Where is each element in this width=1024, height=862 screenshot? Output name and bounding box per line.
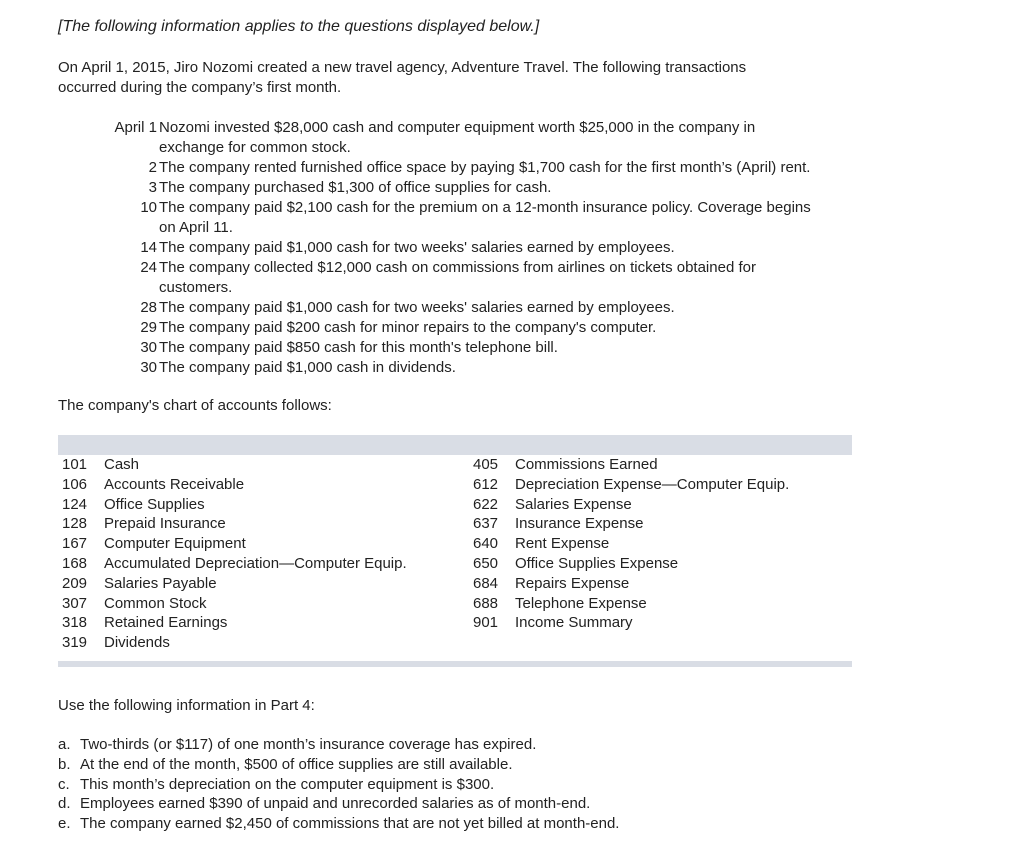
transaction-description-line: The company paid $1,000 cash for two weeks' salaries earned by employees. xyxy=(159,299,675,316)
account-number: 650 xyxy=(473,554,499,572)
transaction-item xyxy=(84,158,824,178)
accounts-left-column xyxy=(62,455,407,653)
account-row xyxy=(473,554,789,574)
account-name: Computer Equipment xyxy=(104,535,246,553)
account-number: 319 xyxy=(62,634,88,652)
account-row xyxy=(62,495,407,515)
account-row xyxy=(473,475,789,495)
part4-item-letter: a. xyxy=(58,736,71,753)
transaction-date: 10 xyxy=(140,199,157,216)
account-row xyxy=(62,534,407,554)
transaction-description xyxy=(159,178,824,198)
transaction-date: 30 xyxy=(140,359,157,376)
account-row xyxy=(473,455,789,475)
part4-item-letter: b. xyxy=(58,755,71,773)
transaction-description xyxy=(159,198,824,238)
account-row xyxy=(473,534,789,554)
transactions-list xyxy=(84,118,824,378)
opening-line-1: On April 1, 2015, Jiro Nozomi created a new travel agency, Adventure Travel. The following transactions xyxy=(58,59,747,76)
account-row xyxy=(62,475,407,495)
account-name: Dividends xyxy=(104,634,170,652)
account-number: 640 xyxy=(473,535,499,553)
transaction-item xyxy=(84,238,824,258)
part4-item xyxy=(58,755,818,775)
transaction-date: 29 xyxy=(140,319,157,336)
account-name: Commissions Earned xyxy=(515,456,658,473)
transaction-description-line: The company paid $2,100 cash for the premium on a 12-month insurance policy. Coverage begins xyxy=(159,199,811,216)
transaction-description-line: customers. xyxy=(159,279,233,296)
account-row xyxy=(62,455,407,475)
transaction-date: 24 xyxy=(140,259,157,276)
transaction-item xyxy=(84,358,824,378)
chart-header-band xyxy=(58,435,852,455)
account-number: 318 xyxy=(62,614,88,632)
part4-item-text: At the end of the month, $500 of office supplies are still available. xyxy=(80,755,513,773)
part4-item-letter: d. xyxy=(58,795,71,813)
transaction-description xyxy=(159,238,824,258)
account-name: Insurance Expense xyxy=(515,515,644,533)
opening-line-2: occurred during the company’s first month. xyxy=(58,79,342,96)
transaction-description xyxy=(159,118,824,158)
account-name: Retained Earnings xyxy=(104,614,228,632)
account-number: 307 xyxy=(62,594,88,612)
transaction-description-line: The company collected $12,000 cash on commissions from airlines on tickets obtained for xyxy=(159,259,756,276)
account-name: Office Supplies Expense xyxy=(515,554,679,572)
part4-item xyxy=(58,794,818,814)
transaction-description-line: exchange for common stock. xyxy=(159,139,351,156)
part4-list xyxy=(58,735,818,834)
account-name: Common Stock xyxy=(104,594,207,612)
part4-item xyxy=(58,814,818,834)
account-number: 684 xyxy=(473,574,499,592)
account-row xyxy=(62,574,407,594)
account-name: Telephone Expense xyxy=(515,594,647,612)
account-name: Salaries Payable xyxy=(104,574,217,592)
transaction-description-line: The company purchased $1,300 of office supplies for cash. xyxy=(159,179,552,196)
part4-item-text: This month’s depreciation on the computer equipment is $300. xyxy=(80,775,495,793)
account-number: 405 xyxy=(473,456,499,473)
account-name: Accumulated Depreciation—Computer Equip. xyxy=(104,554,407,572)
transaction-description-line: on April 11. xyxy=(159,219,233,236)
transaction-description xyxy=(159,298,824,318)
transaction-date: 28 xyxy=(140,299,157,316)
account-name: Prepaid Insurance xyxy=(104,515,226,533)
transaction-item xyxy=(84,258,824,298)
accounts-right-column xyxy=(473,455,789,633)
transaction-description xyxy=(159,158,824,178)
chart-footer-band xyxy=(58,661,852,667)
part4-item-letter: e. xyxy=(58,815,71,833)
account-row xyxy=(62,594,407,614)
transaction-description-line: Nozomi invested $28,000 cash and computer equipment worth $25,000 in the company in xyxy=(159,119,756,136)
account-number: 688 xyxy=(473,594,499,612)
account-row xyxy=(473,574,789,594)
transaction-description-line: The company rented furnished office space by paying $1,700 cash for the first month’s (April) rent. xyxy=(159,159,811,176)
transaction-description xyxy=(159,358,824,378)
account-number: 612 xyxy=(473,475,499,493)
account-number: 128 xyxy=(62,515,88,533)
transaction-item xyxy=(84,178,824,198)
transaction-date: April 1 xyxy=(114,119,157,136)
account-name: Cash xyxy=(104,456,140,473)
transaction-description xyxy=(159,318,824,338)
transaction-date: 2 xyxy=(148,159,157,176)
part4-item-letter: c. xyxy=(58,775,70,793)
transaction-item xyxy=(84,118,824,158)
transaction-item xyxy=(84,198,824,238)
transaction-date: 30 xyxy=(140,339,157,356)
account-row xyxy=(62,613,407,633)
account-number: 106 xyxy=(62,475,88,493)
transaction-date: 3 xyxy=(148,179,157,196)
account-row xyxy=(473,514,789,534)
transaction-date: 14 xyxy=(140,239,157,256)
part4-item xyxy=(58,775,818,795)
account-number: 637 xyxy=(473,515,499,533)
transaction-item xyxy=(84,318,824,338)
account-number: 101 xyxy=(62,456,88,473)
part4-item-text: Two-thirds (or $117) of one month’s insurance coverage has expired. xyxy=(80,736,537,753)
account-name: Repairs Expense xyxy=(515,574,630,592)
transaction-description-line: The company paid $1,000 cash in dividends. xyxy=(159,359,456,376)
part4-intro: Use the following information in Part 4: xyxy=(58,697,315,714)
account-name: Accounts Receivable xyxy=(104,475,245,493)
chart-intro: The company's chart of accounts follows: xyxy=(58,397,332,414)
account-name: Income Summary xyxy=(515,614,633,632)
account-number: 622 xyxy=(473,495,499,513)
transaction-description xyxy=(159,258,824,298)
account-number: 168 xyxy=(62,554,88,572)
account-row xyxy=(62,633,407,653)
account-name: Salaries Expense xyxy=(515,495,632,513)
account-number: 901 xyxy=(473,614,499,632)
account-row xyxy=(473,495,789,515)
account-row xyxy=(62,554,407,574)
account-name: Depreciation Expense—Computer Equip. xyxy=(515,475,790,493)
account-number: 124 xyxy=(62,495,88,513)
transaction-item xyxy=(84,338,824,358)
part4-item-text: The company earned $2,450 of commissions that are not yet billed at month-end. xyxy=(80,815,620,833)
intro-note: [The following information applies to the questions displayed below.] xyxy=(58,18,540,35)
part4-item-text: Employees earned $390 of unpaid and unrecorded salaries as of month-end. xyxy=(80,795,591,813)
account-row xyxy=(62,514,407,534)
account-number: 209 xyxy=(62,574,88,592)
account-number: 167 xyxy=(62,535,88,553)
part4-item xyxy=(58,735,818,755)
account-name: Rent Expense xyxy=(515,535,610,553)
account-row xyxy=(473,613,789,633)
transaction-description-line: The company paid $850 cash for this month's telephone bill. xyxy=(159,339,558,356)
transaction-description xyxy=(159,338,824,358)
account-name: Office Supplies xyxy=(104,495,205,513)
transaction-description-line: The company paid $200 cash for minor repairs to the company's computer. xyxy=(159,319,657,336)
transaction-description-line: The company paid $1,000 cash for two weeks' salaries earned by employees. xyxy=(159,239,675,256)
account-row xyxy=(473,594,789,614)
opening-paragraph xyxy=(58,58,818,98)
transaction-item xyxy=(84,298,824,318)
